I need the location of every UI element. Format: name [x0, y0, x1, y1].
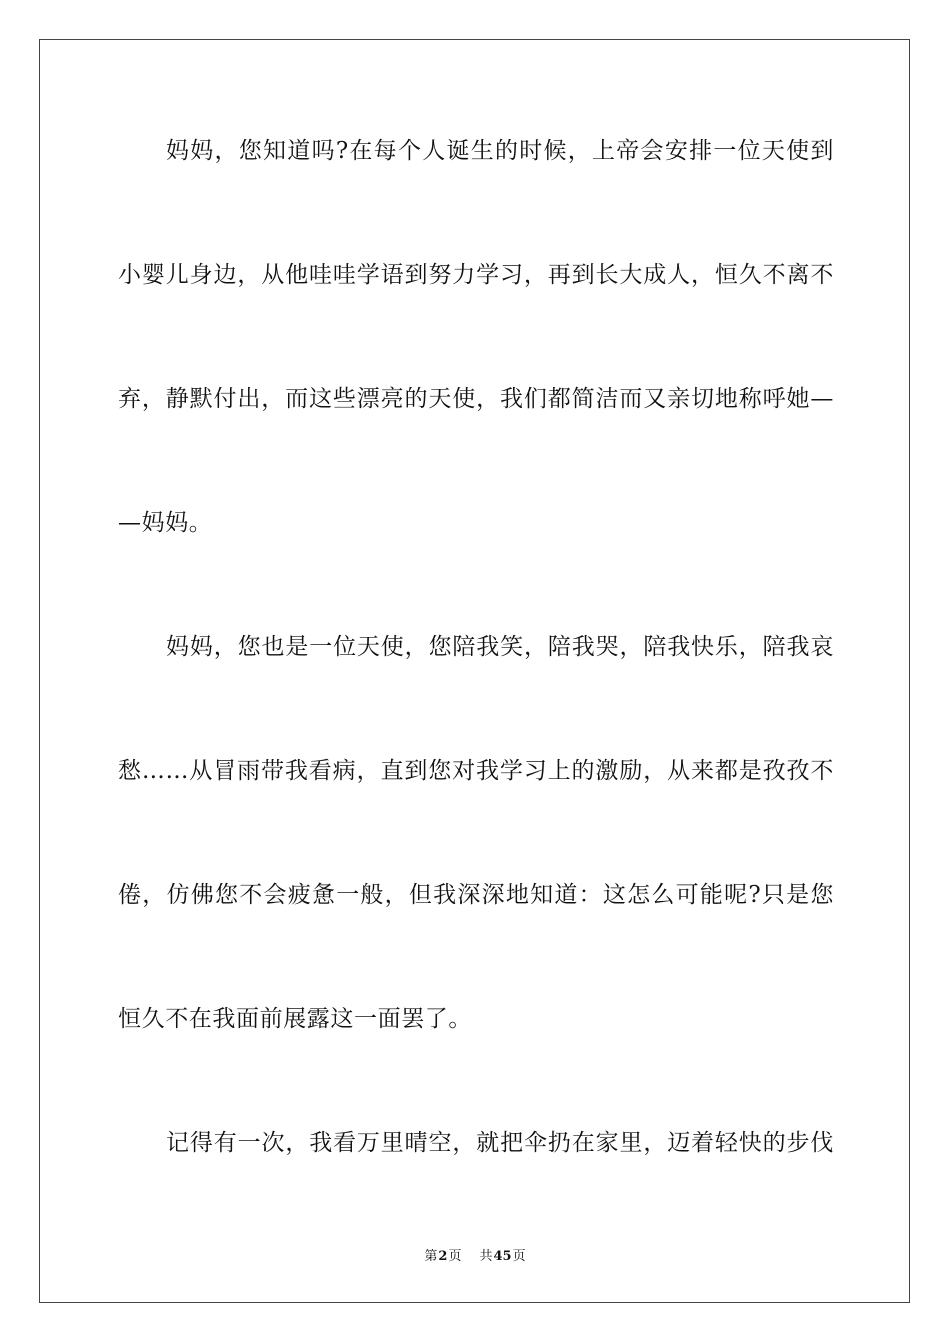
total-pages-number: 45: [493, 1249, 512, 1264]
page-footer: [0, 1248, 950, 1266]
paragraph-1-line-1: 妈妈，您知道吗?在每个人诞生的时候，上帝会安排一位天使到: [166, 138, 834, 164]
paragraph-1-line-3: 弃，静默付出，而这些漂亮的天使，我们都简洁而又亲切地称呼她—: [118, 386, 834, 412]
paragraph-2-line-3: 倦，仿佛您不会疲惫一般，但我深深地知道：这怎么可能呢?只是您: [118, 882, 834, 908]
paragraph-2-line-2: 愁……从冒雨带我看病，直到您对我学习上的激励，从来都是孜孜不: [118, 758, 834, 784]
page-prefix: 第: [424, 1249, 438, 1264]
page-suffix: 页: [448, 1249, 462, 1264]
paragraph-1-line-4: —妈妈。: [118, 510, 213, 536]
paragraph-1-line-2: 小婴儿身边，从他哇哇学语到努力学习，再到长大成人，恒久不离不: [118, 262, 834, 288]
paragraph-2-line-1: 妈妈，您也是一位天使，您陪我笑，陪我哭，陪我快乐，陪我哀: [166, 634, 834, 660]
current-page-number: 2: [438, 1249, 448, 1264]
total-prefix: 共: [479, 1249, 493, 1264]
page-border: [39, 39, 910, 1303]
total-suffix: 页: [512, 1249, 526, 1264]
paragraph-2-line-4: 恒久不在我面前展露这一面罢了。: [118, 1006, 472, 1032]
paragraph-3-line-1: 记得有一次，我看万里晴空，就把伞扔在家里，迈着轻快的步伐: [166, 1130, 834, 1156]
